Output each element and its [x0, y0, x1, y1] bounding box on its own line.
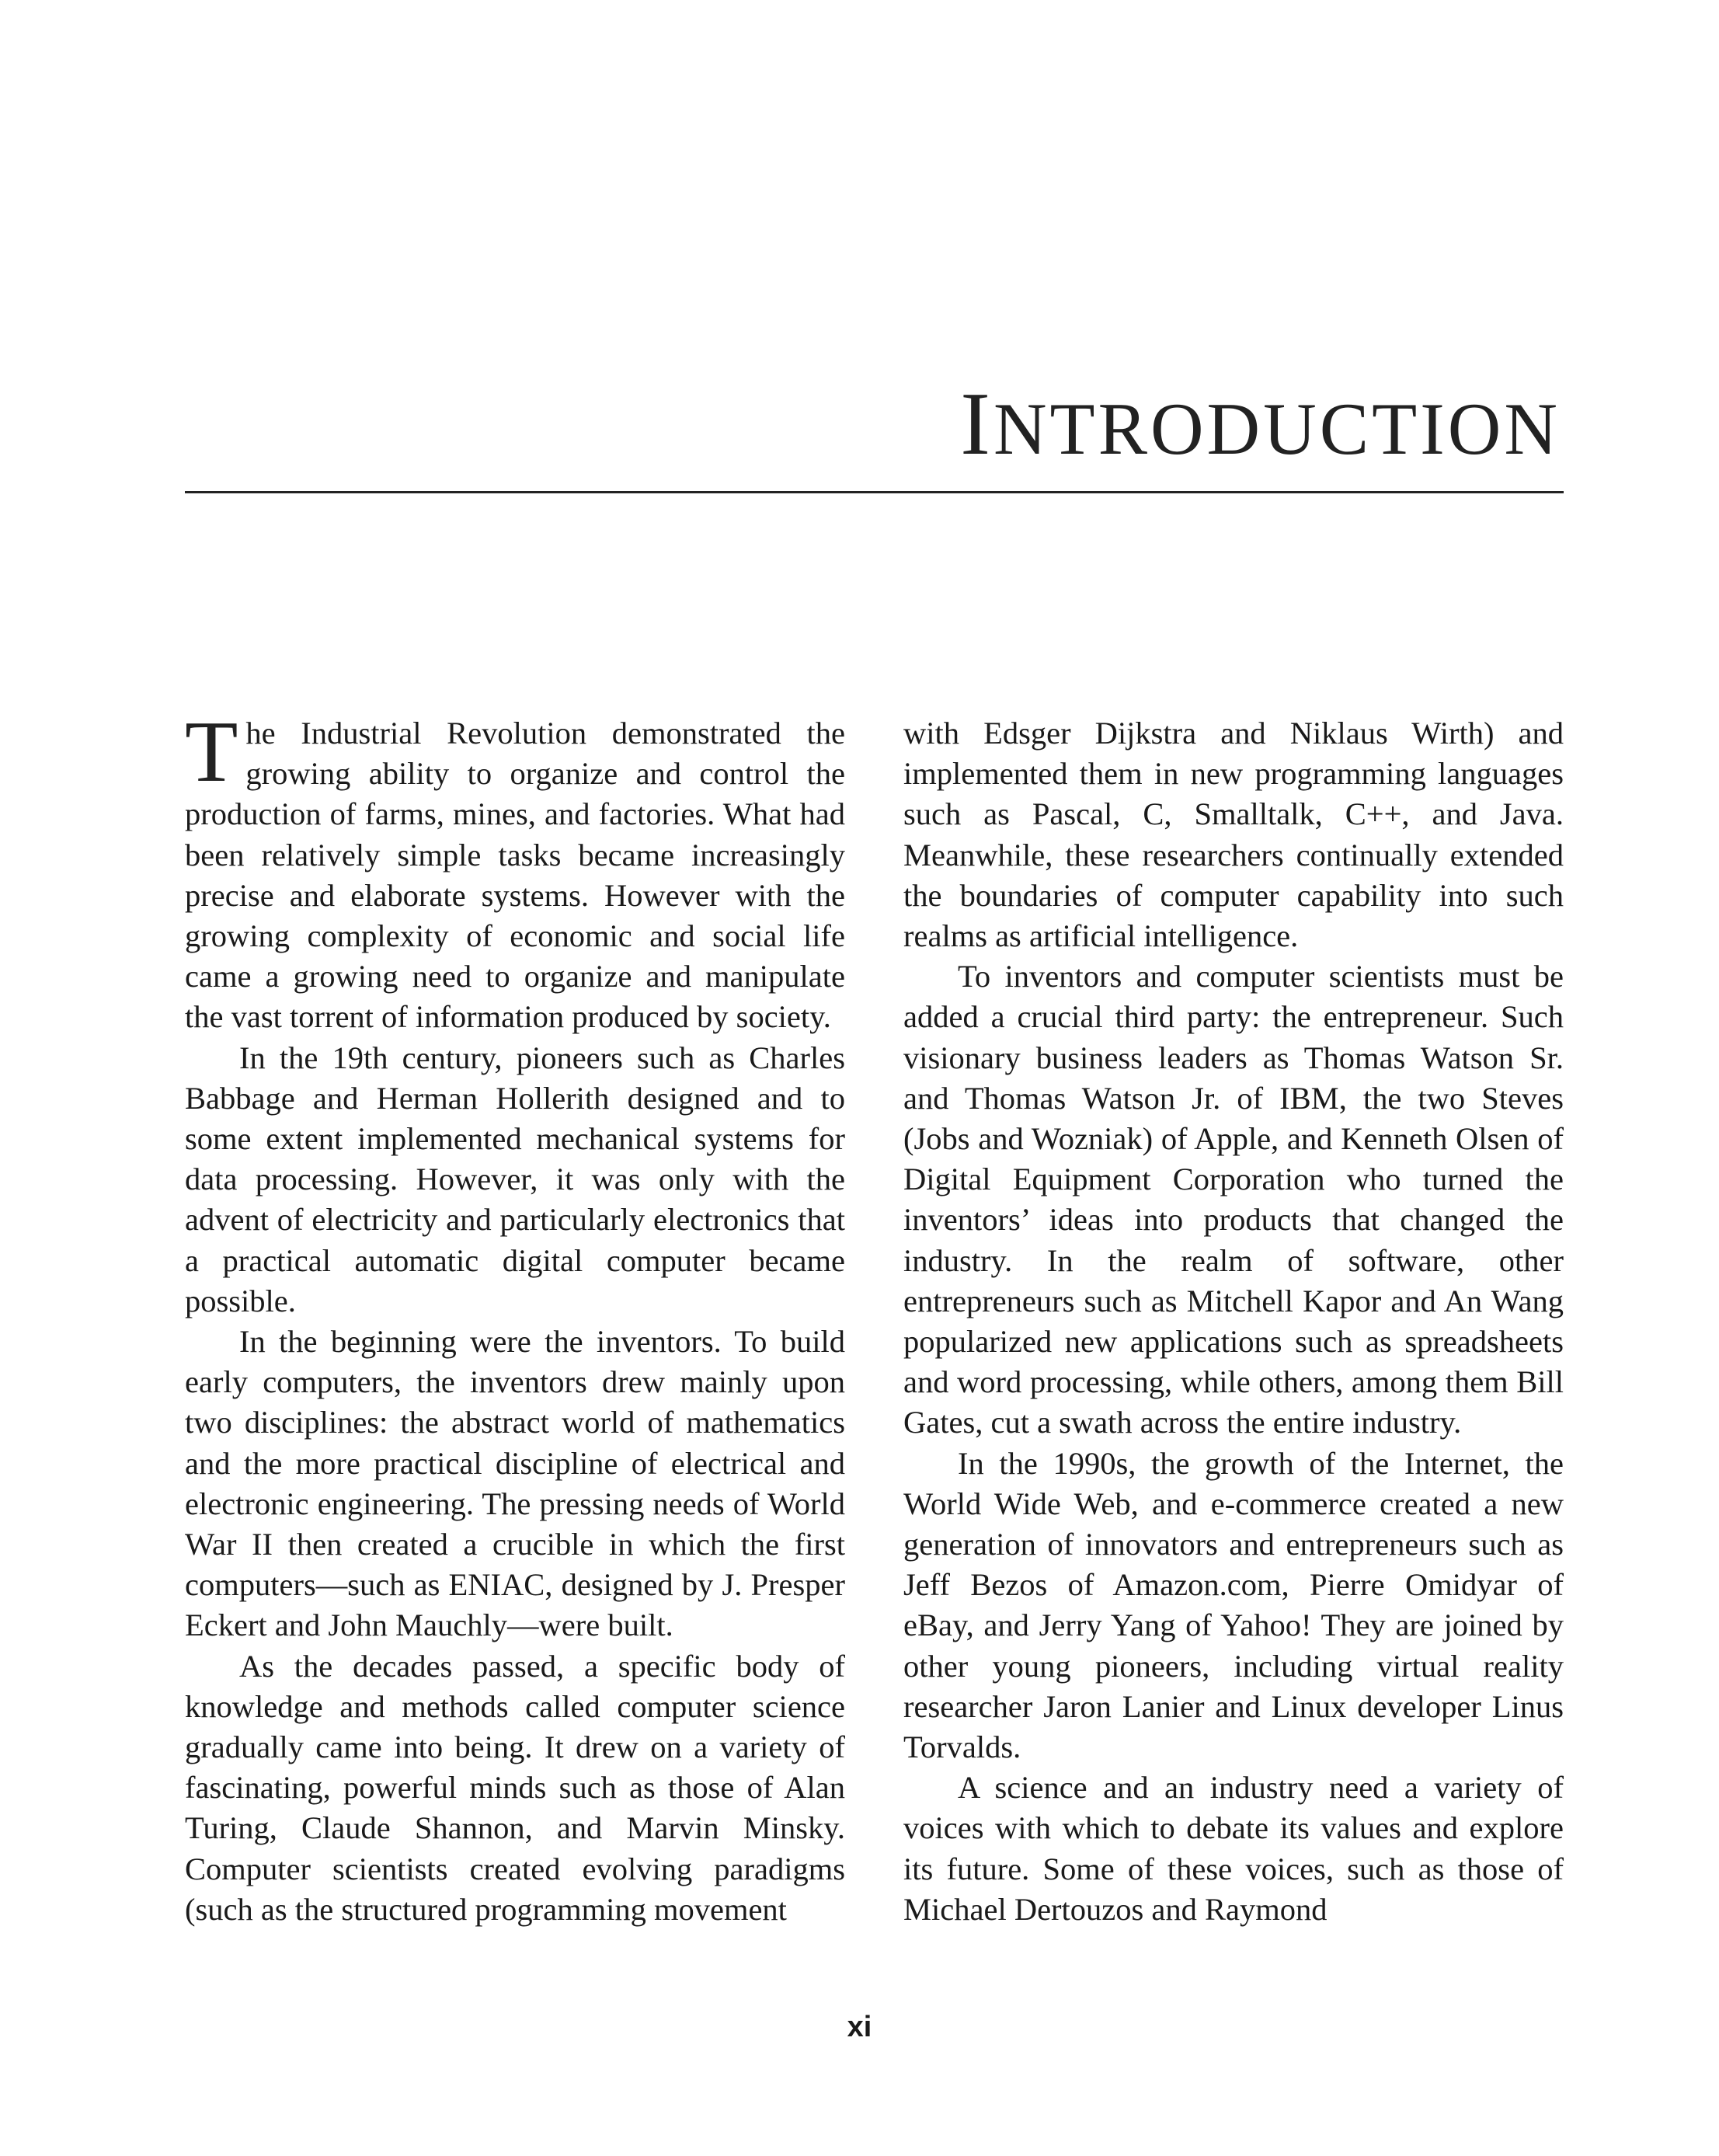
page-title-initial: I [960, 374, 993, 474]
page-title-rest: NTRODUCTION [993, 388, 1561, 470]
paragraph-1 [185, 704, 845, 1038]
paragraph-4-continued: with Edsger Dijkstra and Niklaus Wirth) and implemented them in new programming languages such as Pascal, C, Smalltalk, C++, and Java. Meanwhile, these researchers continually extended the boundaries of computer capability into such realms as artificial intelligence. [903, 716, 1564, 954]
page-title [960, 374, 1561, 474]
paragraph-4: As the decades passed, a specific body of knowledge and methods called computer science gradually came into being. It drew on a variety of fascinating, powerful minds such as those of Alan Turing, Claude Shannon, and Marvin Minsky. Computer scientists created evolving paradigms (such as the structured programming movement [185, 1648, 845, 1927]
paragraph-1-text: he Industrial Revolution demonstrated the growing ability to organize and control the production of farms, mines, and factories. What had been relatively simple tasks became increasingly precise and elaborate systems. However with the growing complexity of economic and social life came a growing need to organize and manipulate the vast torrent of information produced by society. [185, 716, 845, 1035]
paragraph-3: In the beginning were the inventors. To build early computers, the inventors drew mainly upon two disciplines: the abstract world of mathematics and the more practical discipline of electrical and electronic engineering. The pressing needs of World War II then created a crucible in which the first computers—such as ENIAC, designed by J. Presper Eckert and John Mauchly—were built. [185, 1324, 845, 1643]
paragraph-5: To inventors and computer scientists must be added a crucial third party: the entrepreneur. Such visionary business leaders as Thomas Watson Sr. and Thomas Watson Jr. of IBM, the two Steves (Jobs and Wozniak) of Apple, and Kenneth Olsen of Digital Equipment Corporation who turned the inventors’ ideas into products that changed the industry. In the realm of software, other entrepreneurs such as Mitchell Kapor and An Wang popularized new applications such as spreadsheets and word processing, while others, among them Bill Gates, cut a swath across the entire industry. [903, 959, 1564, 1440]
paragraph-7: A science and an industry need a variety of voices with which to debate its values and explore its future. Some of these voices, such as those of Michael Dertouzos and Raymond [903, 1770, 1564, 1927]
title-divider [185, 491, 1564, 493]
paragraph-6: In the 1990s, the growth of the Internet, the World Wide Web, and e-commerce created a new generation of innovators and entrepreneurs such as Jeff Bezos of Amazon.com, Pierre Omidyar of eBay, and Jerry Yang of Yahoo! They are joined by other young pioneers, including virtual reality researcher Jaron Lanier and Linux developer Linus Torvalds. [903, 1445, 1564, 1765]
right-column [903, 713, 1564, 1930]
page-number: xi [847, 2011, 872, 2043]
left-column [185, 704, 845, 1930]
paragraph-2: In the 19th century, pioneers such as Charles Babbage and Herman Hollerith designed and to some extent implemented mechanical systems for data processing. However, it was only with the advent of electricity and particularly electronics that a practical automatic digital computer became possible. [185, 1040, 845, 1318]
drop-cap: T [185, 704, 238, 800]
